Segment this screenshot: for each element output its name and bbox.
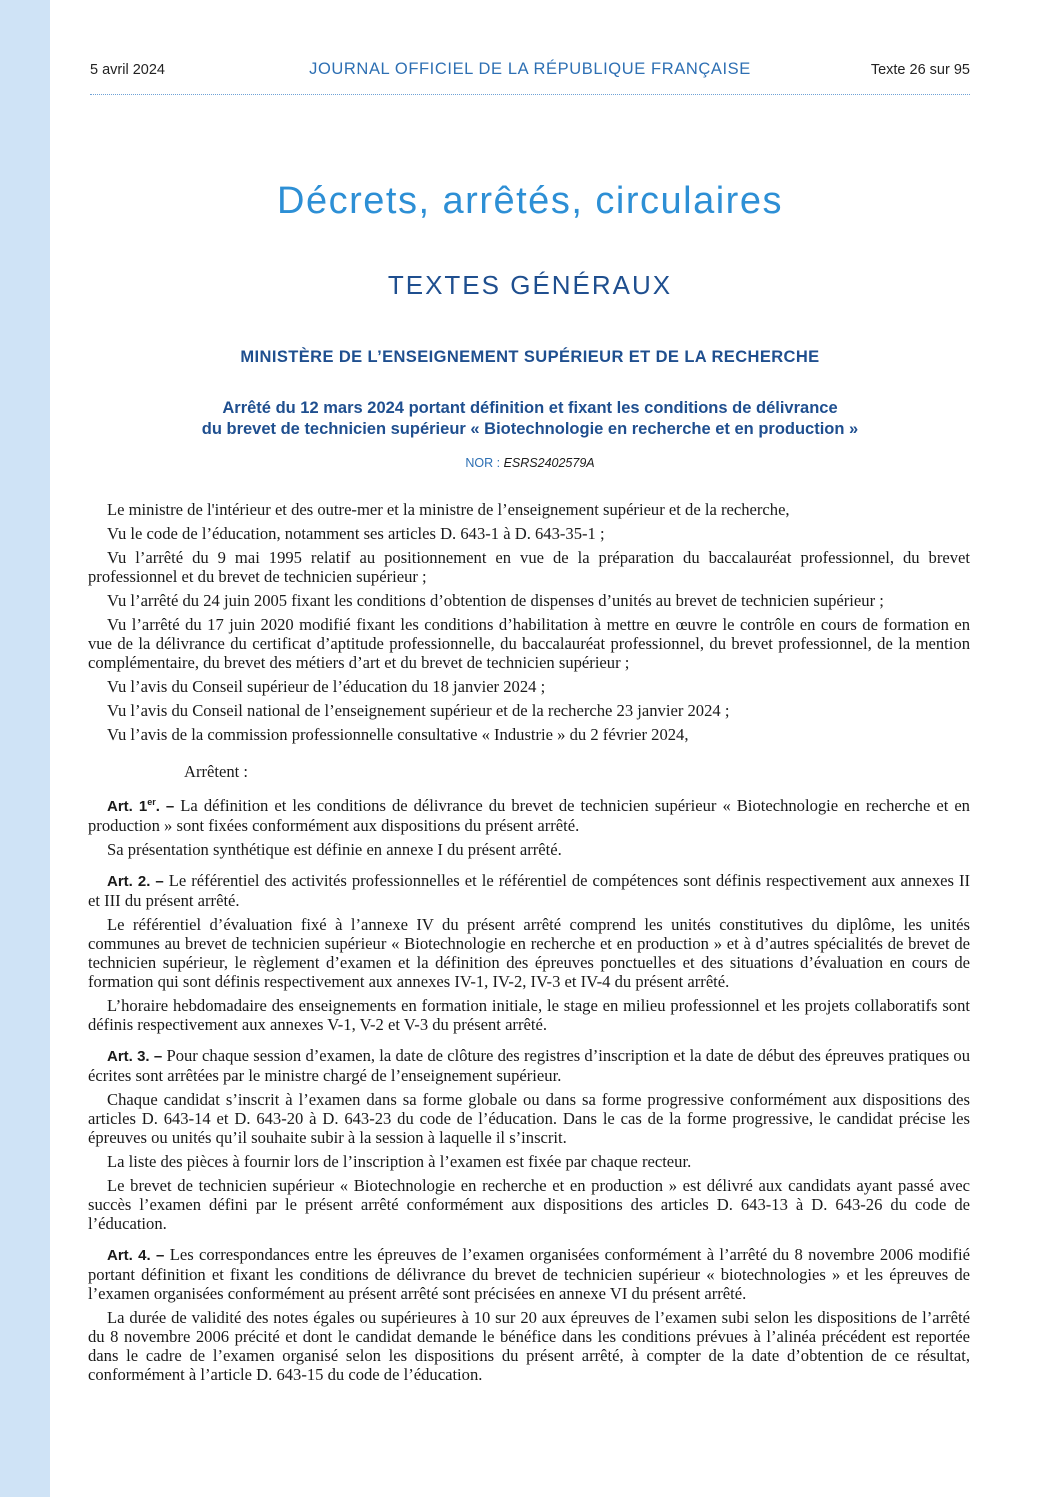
nor-label: NOR : xyxy=(465,456,504,470)
visa-item: Vu l’arrêté du 17 juin 2020 modifié fixant les conditions d’habilitation à mettre en œuvre le contrôle en cours de formation en vue de la délivrance du certificat d’aptitude professionnelle, du baccalauréat professionnel, du brevet professionnel, de la mention complémentaire, du brevet des métiers d’art et du brevet de technicien supérieur ; xyxy=(88,615,970,672)
nor-code: ESRS2402579A xyxy=(503,456,595,470)
left-margin-band xyxy=(0,0,50,1497)
article-paragraph: La durée de validité des notes égales ou supérieures à 10 sur 20 aux épreuves de l’examen subi selon les dispositions de l’arrêté du 8 novembre 2006 précité et dont le candidat demande le bénéfice dans les conditions prévues à l’alinéa précédent est reportée dans le cadre de l’examen organisé selon les dispositions du présent arrêté, à compter de la date d’obtention de ce résultat, conformément à l’article D. 643-15 du code de l’éducation. xyxy=(88,1308,970,1384)
article-1-paragraph: Art. 1er. – La définition et les conditions de délivrance du brevet de technicien supérieur « Biotechnologie en recherche et en production » sont fixées conformément aux dispositions du présent arrêté. xyxy=(88,796,970,835)
nor-reference xyxy=(90,456,970,470)
text-page-reference: Texte 26 sur 95 xyxy=(870,62,970,78)
ministry-name: MINISTÈRE DE L’ENSEIGNEMENT SUPÉRIEUR ET DE LA RECHERCHE xyxy=(240,348,820,366)
preamble-intro: Le ministre de l'intérieur et des outre-mer et la ministre de l’enseignement supérieur et de la recherche, xyxy=(107,500,790,519)
article-label: Art. 1er. – xyxy=(107,797,175,815)
act-title-line-2: du brevet de technicien supérieur « Biotechnologie en recherche et en production » xyxy=(201,420,859,438)
document-body xyxy=(88,500,970,1389)
article-paragraph: Le brevet de technicien supérieur « Biotechnologie en recherche et en production » est délivré aux candidats ayant passé avec succès l’examen défini par le présent arrêté conformément aux dispositions des articles D. 643-13 à D. 643-26 du code de l’éducation. xyxy=(88,1176,970,1233)
journal-name: JOURNAL OFFICIEL DE LA RÉPUBLIQUE FRANÇAISE xyxy=(309,60,751,78)
sub-title: TEXTES GÉNÉRAUX xyxy=(387,270,673,300)
article-paragraph: Sa présentation synthétique est définie en annexe I du présent arrêté. xyxy=(107,840,562,859)
visa-item: Vu l’arrêté du 9 mai 1995 relatif au positionnement en vue de la préparation du baccalauréat professionnel, du brevet professionnel et du brevet de technicien supérieur ; xyxy=(88,548,970,586)
article-label: Art. 2. – xyxy=(107,873,164,890)
article-paragraph: Le référentiel d’évaluation fixé à l’annexe IV du présent arrêté comprend les unités constitutives du diplôme, les unités communes au brevet de technicien supérieur « Biotechnologie en recherche et en production » et à d’autres spécialités de brevet de technicien supérieur, le règlement d’examen et la définition des épreuves ponctuelles et des situations d’évaluation en cours de formation qui sont définis respectivement aux annexes IV-1, IV-2, IV-3 et IV-4 du présent arrêté. xyxy=(88,915,970,991)
article-3-paragraph: Art. 3. – Pour chaque session d’examen, la date de clôture des registres d’inscription et la date de début des épreuves pratiques ou écrites sont arrêtées par le ministre chargé de l’enseignement supérieur. xyxy=(88,1046,970,1085)
article-label: Art. 3. – xyxy=(107,1048,163,1065)
visa-item: Vu l’avis du Conseil national de l’enseignement supérieur et de la recherche 23 janvier 2024 ; xyxy=(107,701,730,720)
right-margin-band xyxy=(970,50,980,1447)
visa-item: Vu l’avis du Conseil supérieur de l’éducation du 18 janvier 2024 ; xyxy=(107,677,546,696)
article-4-paragraph: Art. 4. – Les correspondances entre les épreuves de l’examen organisées conformément à l’arrêté du 8 novembre 2006 modifié portant définition et fixant les conditions de délivrance du brevet de technicien supérieur « biotechnologies » et les épreuves de l’examen organisées conformément au présent arrêté sont précisées en annexe VI du présent arrêté. xyxy=(88,1245,970,1303)
header-divider xyxy=(90,94,970,95)
visa-item: Vu le code de l’éducation, notamment ses articles D. 643-1 à D. 643-35-1 ; xyxy=(107,524,605,543)
visa-item: Vu l’avis de la commission professionnelle consultative « Industrie » du 2 février 2024, xyxy=(107,725,689,744)
article-paragraph: Chaque candidat s’inscrit à l’examen dans sa forme globale ou dans sa forme progressive conformément aux dispositions des articles D. 643-14 et D. 643-20 à D. 643-23 du code de l’éducation. Dans le cas de la forme progressive, le candidat précise les épreuves ou unités qu’il souhaite subir à la session à laquelle il s’inscrit. xyxy=(88,1090,970,1147)
act-title-line-1: Arrêté du 12 mars 2024 portant définition et fixant les conditions de délivrance xyxy=(222,399,838,417)
act-title xyxy=(90,398,970,440)
article-label: Art. 4. – xyxy=(107,1247,165,1264)
publication-date: 5 avril 2024 xyxy=(90,62,165,78)
page-header xyxy=(90,62,970,84)
visa-item: Vu l’arrêté du 24 juin 2005 fixant les conditions d’obtention de dispenses d’unités au brevet de technicien supérieur ; xyxy=(107,591,884,610)
article-paragraph: La liste des pièces à fournir lors de l’inscription à l’examen est fixée par chaque recteur. xyxy=(107,1152,692,1171)
section-title: Décrets, arrêtés, circulaires xyxy=(277,180,783,222)
arretent-heading: Arrêtent : xyxy=(184,762,249,781)
article-2-paragraph: Art. 2. – Le référentiel des activités professionnelles et le référentiel de compétences sont définis respectivement aux annexes II et III du présent arrêté. xyxy=(88,871,970,910)
article-paragraph: L’horaire hebdomadaire des enseignements en formation initiale, le stage en milieu professionnel et les projets collaboratifs sont définis respectivement aux annexes V-1, V-2 et V-3 du présent arrêté. xyxy=(88,996,970,1034)
